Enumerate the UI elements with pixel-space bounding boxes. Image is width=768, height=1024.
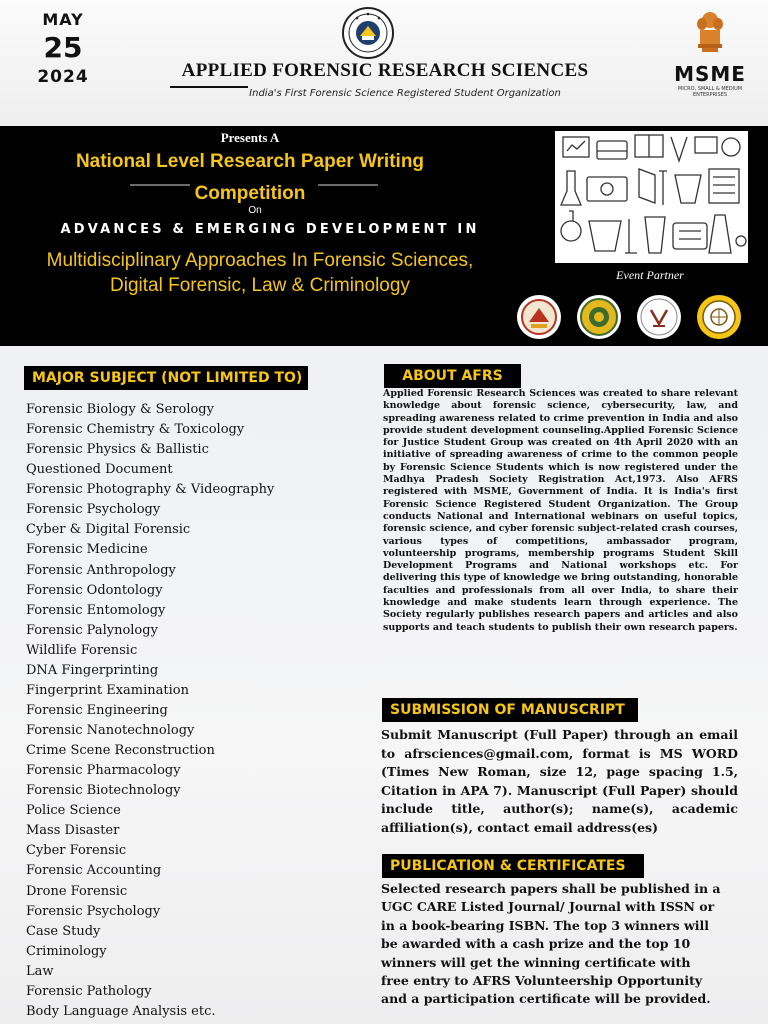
- partner-logo-1: [516, 294, 562, 340]
- subject-item: Forensic Medicine: [26, 542, 148, 558]
- subject-item: Forensic Odontology: [26, 582, 163, 598]
- on-label: On: [248, 205, 262, 216]
- subject-item: Crime Scene Reconstruction: [26, 743, 215, 759]
- subject-item: DNA Fingerprinting: [26, 662, 159, 678]
- subject-item: Forensic Entomology: [26, 602, 166, 618]
- subject-item: Law: [26, 963, 54, 979]
- subject-item: Forensic Accounting: [26, 863, 162, 879]
- subject-item: Body Language Analysis etc.: [26, 1003, 216, 1019]
- partner-logos: [516, 294, 746, 342]
- top-header: [0, 0, 768, 126]
- date-month: MAY: [42, 10, 84, 29]
- subject-item: Cyber Forensic: [26, 843, 127, 859]
- subject-item: Forensic Psychology: [26, 903, 161, 919]
- competition-banner: [0, 126, 768, 346]
- theme-line: ADVANCES & EMERGING DEVELOPMENT IN: [60, 222, 480, 237]
- afrs-seal-logo: [341, 6, 395, 60]
- subject-item: Forensic Psychology: [26, 502, 161, 518]
- presents-label: Presents A: [220, 130, 280, 145]
- date-year: 2024: [37, 67, 89, 87]
- competition-title: National Level Research Paper Writing Competition: [75, 151, 425, 204]
- submission-text: Submit Manuscript (Full Paper) through an email to afrsciences@gmail.com, format is MS WORD (Times New Roman, size 12, page spacing 1.5, Citation in APA 7). Manuscript (Full Paper) should include title, author(s); name(s), academic affiliation(s), contact email address(es): [381, 727, 738, 835]
- subject-item: Forensic Engineering: [26, 702, 168, 718]
- partner-logo-2: [576, 294, 622, 340]
- partner-logo-3: [636, 294, 682, 340]
- event-partner-label: Event Partner: [616, 268, 684, 282]
- subject-item: Forensic Pathology: [26, 983, 152, 999]
- subject-item: Mass Disaster: [26, 823, 120, 839]
- major-subject-heading: MAJOR SUBJECT (NOT LIMITED TO): [24, 366, 308, 390]
- subject-item: Forensic Chemistry & Toxicology: [26, 422, 245, 438]
- theme-subtitle: Multidisciplinary Approaches In Forensic Sciences, Digital Forensic, Law & Criminology: [46, 250, 474, 296]
- subject-item: Forensic Pharmacology: [26, 763, 181, 779]
- subject-item: Forensic Nanotechnology: [26, 723, 195, 738]
- msme-wordmark: MSME: [674, 62, 746, 86]
- title-divider-right: [318, 184, 378, 186]
- submission-heading: SUBMISSION OF MANUSCRIPT: [382, 698, 638, 722]
- event-date: [28, 10, 98, 87]
- org-tagline: India's First Forensic Science Registered Student Organization: [249, 88, 561, 99]
- subject-item: Drone Forensic: [26, 883, 128, 899]
- subject-item: Forensic Photography & Videography: [26, 482, 275, 498]
- subject-item: Forensic Physics & Ballistic: [26, 442, 209, 458]
- org-name: APPLIED FORENSIC RESEARCH SCIENCES: [181, 60, 589, 81]
- major-subject-list: [26, 400, 356, 1022]
- date-day: 25: [43, 31, 83, 64]
- science-illustration-image: [555, 131, 748, 263]
- partner-logo-4: [696, 294, 742, 340]
- about-heading: ABOUT AFRS: [384, 364, 521, 388]
- subject-item: Police Science: [26, 803, 121, 819]
- subject-item: Forensic Biotechnology: [26, 783, 181, 799]
- subject-item: Cyber & Digital Forensic: [26, 522, 191, 538]
- subject-item: Forensic Biology & Serology: [26, 402, 214, 417]
- msme-logo: [668, 10, 752, 120]
- subject-item: Criminology: [26, 943, 107, 959]
- title-divider-left: [130, 184, 190, 186]
- subject-item: Forensic Anthropology: [26, 562, 176, 578]
- publication-text: Selected research papers shall be published in a UGC CARE Listed Journal/ Journal with ISSN or in a book-bearing ISBN. The top 3 winners will be awarded with a cash prize and the top 10 winners will get the winning certificate with free entry to AFRS Volunteership Opportunity and a participation certificate will be provided.: [381, 881, 721, 1007]
- national-emblem-icon: [693, 10, 727, 54]
- subject-item: Questioned Document: [26, 462, 173, 478]
- subject-item: Case Study: [26, 923, 101, 939]
- subject-item: Forensic Palynology: [26, 622, 158, 638]
- msme-subtext: MICRO, SMALL & MEDIUM ENTERPRISES: [677, 86, 743, 98]
- about-text: Applied Forensic Research Sciences was created to share relevant knowledge about forensic science, cybersecurity, law, and spreading awareness related to crime prevention in India and also provide student development counseling.Applied Forensic Science for Justice Student Group was created on 4th April 2020 with an initiative of spreading awareness of crime to the common people by Forensic Science Students which is now registered under the Madhya Pradesh Society Registration Act,1973. Also AFRS registered with MSME, Government of India. It is India's first Forensic Science Registered Student Organization. The Group conducts National and International webinars on useful topics, forensic science, and cyber forensic subject-related crash courses, various types of competitions, ambassador program, volunteership programs, membership programs Student Skill Development Programs and National workshops etc. For delivering this type of knowledge we bring outstanding, honorable faculties and professionals from all over India, to share their knowledge and make students learn through experience. The Society regularly publishes research papers and articles and also supports and teach students to publish their own research papers.: [383, 388, 738, 633]
- main-content: [0, 346, 768, 1024]
- publication-heading: PUBLICATION & CERTIFICATES: [382, 854, 644, 878]
- subject-item: Fingerprint Examination: [26, 682, 189, 698]
- subject-item: Wildlife Forensic: [26, 642, 138, 658]
